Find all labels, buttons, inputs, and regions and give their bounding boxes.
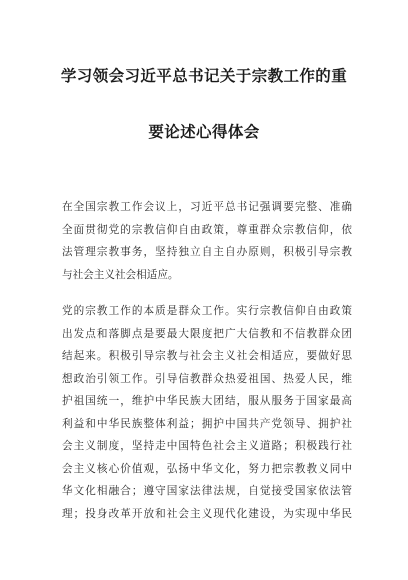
paragraph-line: 想政治引领工作。引导信教群众热爱祖国、热爱人民，维 <box>62 372 352 385</box>
document-title-line-2: 要论述心得体会 <box>148 123 260 141</box>
paragraph-line: 法管理宗教事务，坚持独立自主自办原则，积极引导宗教 <box>62 246 352 258</box>
paragraph-line: 全面贯彻党的宗教信仰自由政策，尊重群众宗教信仰，依 <box>62 223 352 236</box>
paragraph-line: 会主义制度，坚持走中国特色社会主义道路；积极践行社 <box>62 440 352 452</box>
paragraph-line: 理；投身改革开放和社会主义现代化建设，为实现中华民 <box>62 507 352 520</box>
paragraph-line: 结起来。积极引导宗教与社会主义社会相适应，要做好思 <box>62 350 352 362</box>
paragraph-line: 利益和中华民族整体利益；拥护中国共产党领导、拥护社 <box>62 417 352 430</box>
paragraph-1 <box>62 196 352 286</box>
paragraph-line: 在全国宗教工作会议上，习近平总书记强调要完整、准确 <box>62 201 352 213</box>
document-title-line-1: 学习领会习近平总书记关于宗教工作的重 <box>60 67 348 85</box>
paragraph-line: 出发点和落脚点是要最大限度把广大信教和不信教群众团 <box>62 327 352 340</box>
paragraph-line: 华文化相融合；遵守国家法律法规，自觉接受国家依法管 <box>62 485 352 497</box>
paragraph-2 <box>62 300 352 525</box>
paragraph-line: 会主义核心价值观，弘扬中华文化，努力把宗教教义同中 <box>62 462 352 475</box>
paragraph-line: 护祖国统一，维护中华民族大团结，服从服务于国家最高 <box>62 395 352 407</box>
paragraph-line: 党的宗教工作的本质是群众工作。实行宗教信仰自由政策 <box>62 305 352 317</box>
paragraph-line: 与社会主义社会相适应。 <box>62 268 179 281</box>
